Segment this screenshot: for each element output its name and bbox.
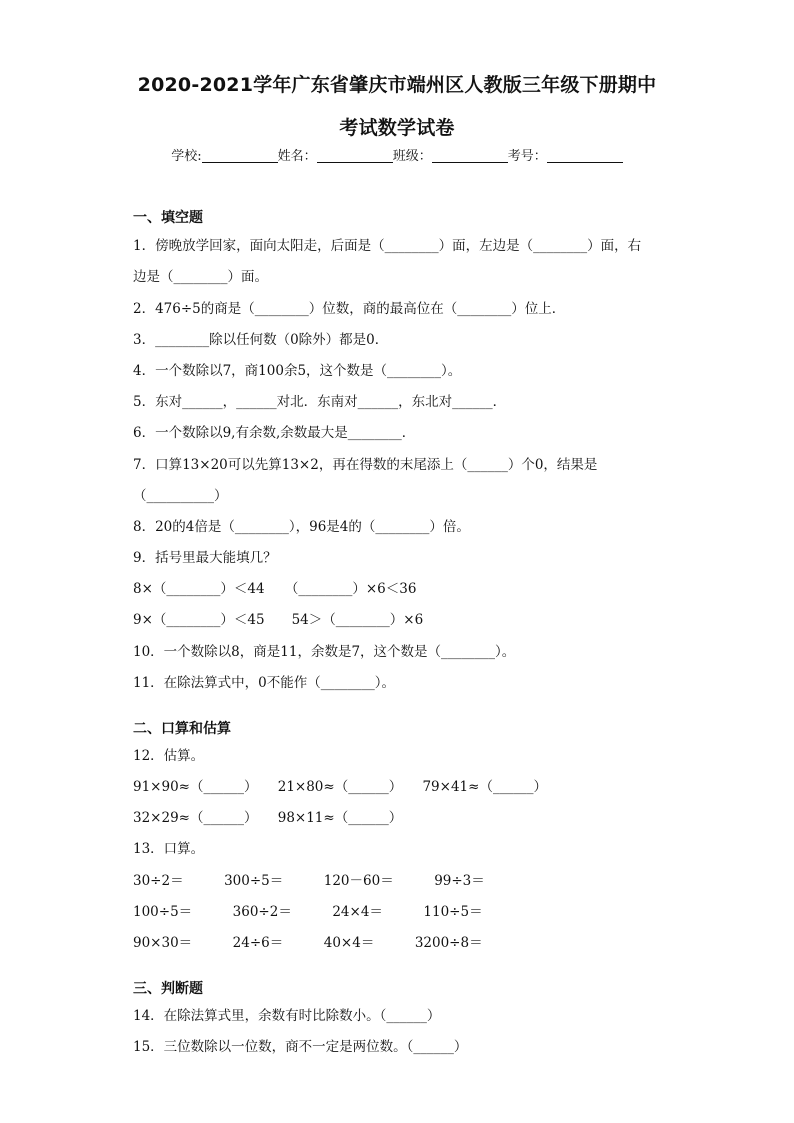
question-line: 4．一个数除以7，商100余5，这个数是（________）。: [133, 363, 462, 379]
question-line: 11．在除法算式中，0不能作（________）。: [133, 675, 396, 691]
question-line: 90×30＝ 24÷6＝ 40×4＝ 3200÷8＝: [133, 935, 483, 951]
question-line: 15．三位数除以一位数，商不一定是两位数。（______）: [133, 1039, 468, 1055]
section-heading-mental-math: 二、口算和估算: [133, 721, 231, 737]
question-line: 1．傍晚放学回家，面向太阳走，后面是（________）面，左边是（________）面，右: [133, 238, 642, 254]
question-line: 7．口算13×20可以先算13×2，再在得数的末尾添上（______）个0，结果是: [133, 457, 598, 473]
question-line: 13．口算。: [133, 841, 205, 857]
question-line: 8．20的4倍是（________），96是4的（________）倍。: [133, 519, 470, 535]
question-line: 9×（________）＜45 54＞（________）×6: [133, 612, 424, 628]
class-blank[interactable]: [432, 148, 508, 163]
question-line: 5．东对______，______对北．东南对______，东北对______．: [133, 394, 507, 410]
name-blank[interactable]: [317, 148, 393, 163]
question-line: 2．476÷5的商是（________）位数，商的最高位在（________）位上．: [133, 301, 566, 317]
question-line: 8×（________）＜44 （________）×6＜36: [133, 581, 417, 597]
question-line: 91×90≈（______） 21×80≈（______） 79×41≈（______）: [133, 779, 547, 795]
question-line: 边是（________）面。: [133, 269, 268, 285]
question-line: 12．估算。: [133, 748, 205, 764]
question-line: 30÷2＝ 300÷5＝ 120－60＝ 99÷3＝: [133, 873, 485, 889]
number-blank[interactable]: [547, 148, 623, 163]
class-label: 班级：: [392, 149, 432, 164]
exam-title-line-2: 考试数学试卷: [339, 117, 455, 139]
number-label: 考号：: [507, 149, 547, 164]
name-label: 姓名：: [277, 149, 317, 164]
question-line: （__________）: [133, 488, 228, 504]
question-line: 9．括号里最大能填几？: [133, 550, 277, 566]
school-label: 学校:: [171, 149, 202, 164]
exam-title-line-1: 2020-2021学年广东省肇庆市端州区人教版三年级下册期中: [137, 74, 657, 96]
question-line: 14．在除法算式里，余数有时比除数小。（______）: [133, 1008, 441, 1024]
question-line: 100÷5＝ 360÷2＝ 24×4＝ 110÷5＝: [133, 904, 483, 920]
question-line: 32×29≈（______） 98×11≈（______）: [133, 810, 403, 826]
question-line: 6．一个数除以9,有余数,余数最大是________．: [133, 425, 416, 441]
question-line: 3．________除以任何数（0除外）都是0．: [133, 332, 389, 348]
student-info-row: [0, 145, 794, 164]
school-blank[interactable]: [202, 148, 278, 163]
question-line: 10．一个数除以8，商是11，余数是7，这个数是（________）。: [133, 644, 516, 660]
section-heading-true-false: 三、判断题: [133, 981, 203, 997]
section-heading-fill-in: 一、填空题: [133, 210, 203, 226]
